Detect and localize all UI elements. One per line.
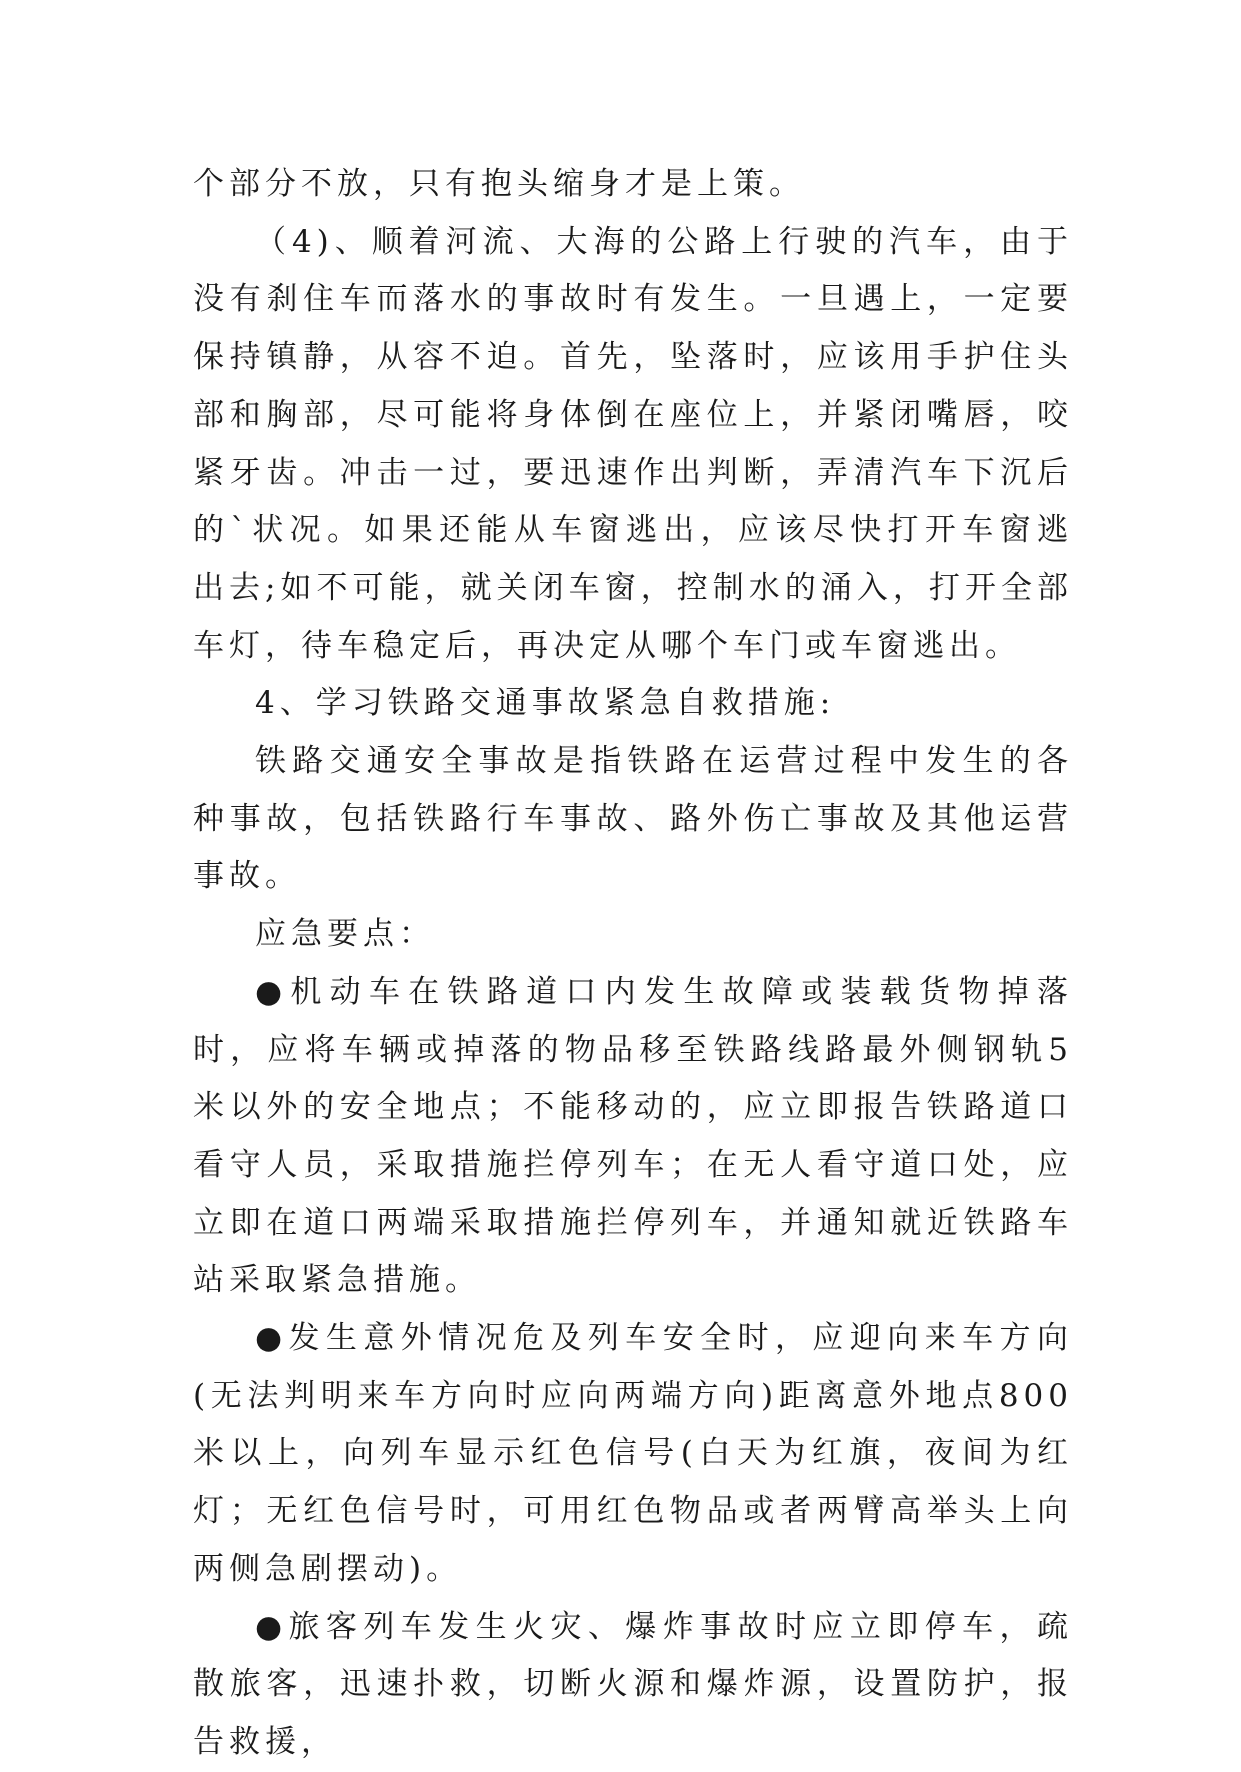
document-body — [193, 156, 1073, 1772]
paragraph-1: 个部分不放，只有抱头缩身才是上策。 — [193, 166, 805, 202]
paragraph-8: ●旅客列车发生火灾、爆炸事故时应立即停车，疏散旅客，迅速扑救，切断火源和爆炸源，设置防护，报告救援， — [193, 1608, 1073, 1760]
paragraph-5: 应急要点： — [255, 916, 435, 953]
paragraph-6: ●机动车在铁路道口内发生故障或装载货物掉落时，应将车辆或掉落的物品移至铁路线路最外侧钢轨5米以外的安全地点；不能移动的，应立即报告铁路道口看守人员，采取措施拦停列车；在无人看守道口处，应立即在道口两端采取措施拦停列车，并通知就近铁路车站采取紧急措施。 — [193, 973, 1073, 1299]
paragraph-3: 4、学习铁路交通事故紧急自救措施: — [255, 685, 836, 722]
paragraph-2: （4)、顺着河流、大海的公路上行驶的汽车，由于没有刹住车而落水的事故时有发生。一旦遇上，一定要保持镇静，从容不迫。首先，坠落时，应该用手护住头部和胸部，尽可能将身体倒在座位上，并紧闭嘴唇，咬紧牙齿。冲击一过，要迅速作出判断，弄清汽车下沉后的`状况。如果还能从车窗逃出，应该尽快打开车窗逃出去;如不可能，就关闭车窗，控制水的涌入，打开全部车灯，待车稳定后，再决定从哪个车门或车窗逃出。 — [193, 223, 1073, 664]
paragraph-7: ●发生意外情况危及列车安全时，应迎向来车方向(无法判明来车方向时应向两端方向)距离意外地点800米以上，向列车显示红色信号(白天为红旗，夜间为红灯；无红色信号时，可用红色物品或者两臂高举头上向两侧急剧摆动)。 — [193, 1320, 1073, 1587]
paragraph-4: 铁路交通安全事故是指铁路在运营过程中发生的各种事故，包括铁路行车事故、路外伤亡事故及其他运营事故。 — [193, 743, 1073, 895]
